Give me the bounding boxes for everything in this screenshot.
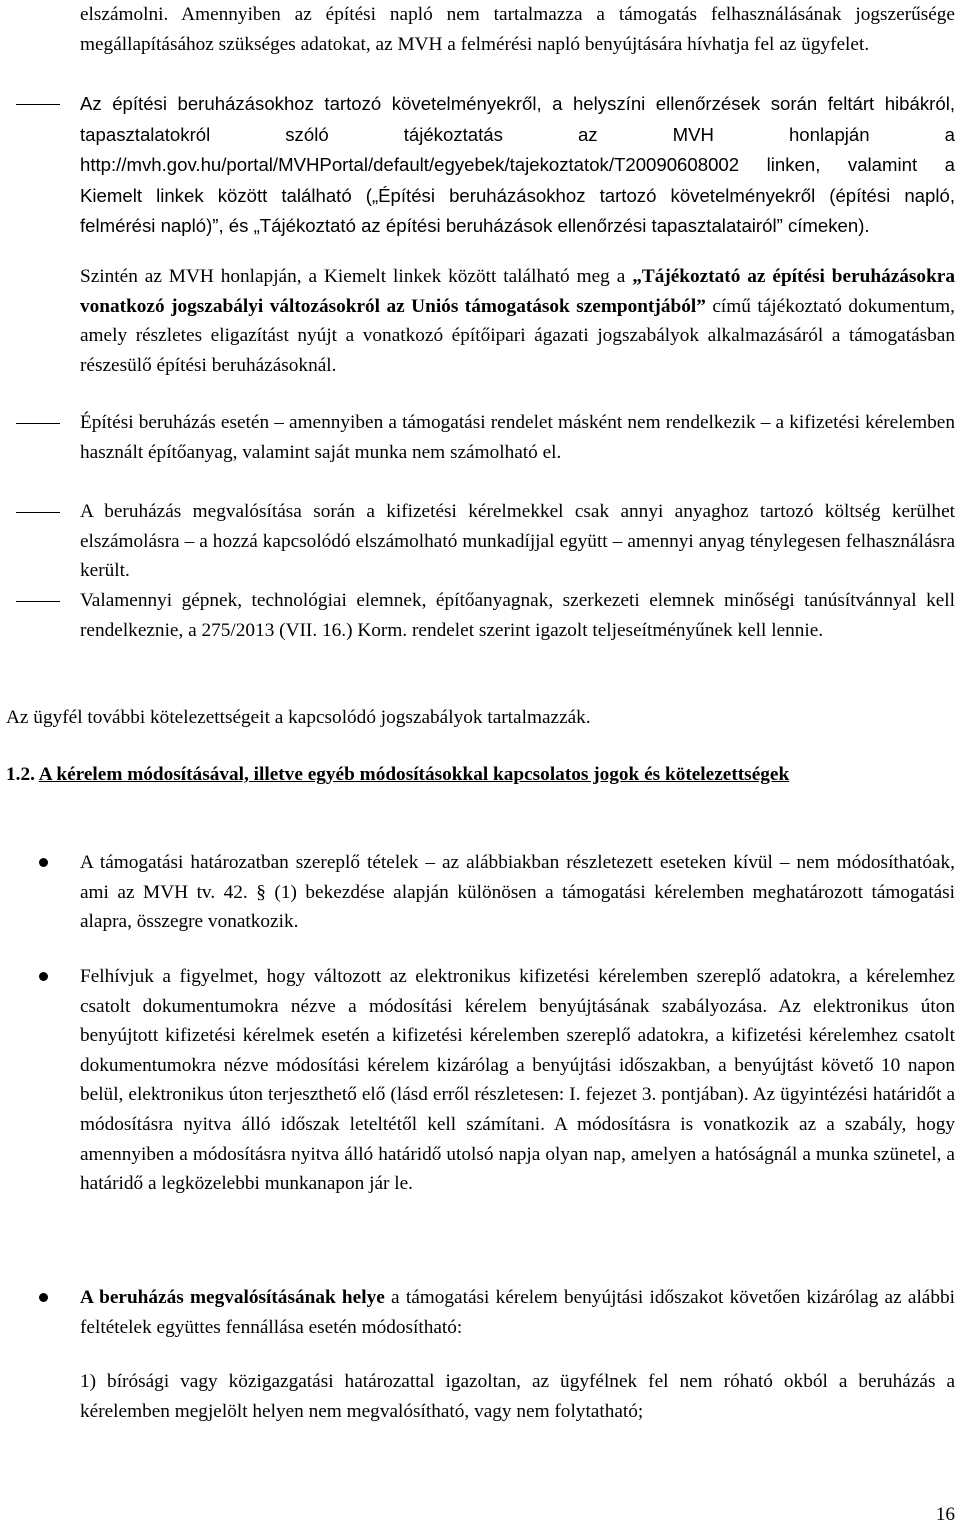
bullet-list-item (80, 1283, 955, 1342)
dash-bullet (16, 423, 60, 424)
bullet-item-text: Felhívjuk a figyelmet, hogy változott az elektronikus kifizetési kérelemben szereplő adatokra, a kérelemhez csatolt dokumentumokra nézve a módosítási kérelem benyújtásának szabályozása. Az elektronikus úton benyújtott kifizetési kérelmek esetén a kifizetési kérelemben szereplő adatokra, a kifizetési kérelemhez csatolt dokumentumokra nézve módosítási kérelem kizárólag a benyújtási időszakban, a benyújtást követő 10 napon belül, elektronikus úton terjeszthető elő (lásd erről részletesen: I. fejezet 3. pontjában). Az ügyintézési határidőt a módosításra nyitva álló időszak leteltétől kell számítani. A módosításra is vonatkozik az a szabály, hogy amennyiben a módosításra nyitva álló határidő utolsó napja olyan nap, amelyen a hatóságnál a munka szünetel, a határidő a legközelebbi munkanapon jár le. (80, 966, 955, 1195)
bullet-dot (39, 858, 48, 867)
bullet-item-text: A támogatási határozatban szereplő tételek – az alábbiakban részletezett eseteken kívül – nem módosíthatóak, ami az MVH tv. 42. § (1) bekezdése alapján különösen a támogatási kérelemben meghatározott támogatási alapra, összegre vonatkozik. (80, 852, 955, 933)
dash-list-item (80, 586, 955, 645)
bullet-dot (39, 1293, 48, 1302)
dash-item-text: Valamennyi gépnek, technológiai elemnek, építőanyagnak, szerkezeti elemnek minőségi tanúsítvánnyal kell rendelkeznie, a 275/2013 (VII. 16.) Korm. rendelet szerint igazolt teljeseítményűnek kell lennie. (80, 590, 955, 641)
bullet-item-text: a támogatási kérelem benyújtási időszakot követően kizárólag az alábbi feltételek együttes fennállása esetén módosítható: (80, 1287, 955, 1338)
mvh-paragraph-intro: Szintén az MVH honlapján, a Kiemelt linkek között található meg a (80, 266, 633, 287)
dash-list-item (80, 408, 955, 467)
summary-line: Az ügyfél további kötelezettségeit a kapcsolódó jogszabályok tartalmazzák. (6, 707, 591, 728)
section-heading (6, 760, 955, 790)
section-number: 1.2. (6, 764, 35, 785)
bullet-item-bold-lead: A beruházás megvalósításának helye (80, 1287, 385, 1308)
mvh-paragraph-document-title: „Tájékoztató az építési beruházásokra vonatkozó jogszabályi változásokról az Uniós támogatások szempontjából” (80, 266, 955, 317)
bullet-list-item (80, 962, 955, 1199)
numbered-item: 1) bírósági vagy közigazgatási határozattal igazoltan, az ügyfélnek fel nem róható okból a beruházás a kérelemben megjelölt helyen nem megvalósítható, vagy nem folytatható; (80, 1371, 955, 1422)
dash-list-item (80, 89, 955, 242)
mvh-paragraph-rest: című tájékoztató dokumentum, amely részletes eligazítást nyújt a vonatkozó építőipari ágazati jogszabályok alkalmazásáról a támogatásban részesülő építési beruházásoknál. (80, 295, 955, 376)
dash-bullet (16, 601, 60, 602)
dash-item-text: Építési beruházás esetén – amennyiben a támogatási rendelet másként nem rendelkezik – a kifizetési kérelemben használt építőanyag, valamint saját munka nem számolható el. (80, 412, 955, 463)
bullet-dot (39, 972, 48, 981)
section-title: A kérelem módosításával, illetve egyéb módosításokkal kapcsolatos jogok és kötelezettségek (38, 764, 790, 785)
dash-list-item (80, 497, 955, 586)
dash-item-text: A beruházás megvalósítása során a kifizetési kérelmekkel csak annyi anyaghoz tartozó költség kerülhet elszámolásra – a hozzá kapcsolódó elszámolható munkadíjjal együtt – amennyi anyag ténylegesen felhasználásra került. (80, 501, 955, 582)
bullet-list-item (80, 848, 955, 937)
dash-item-text: Az építési beruházásokhoz tartozó követelményekről, a helyszíni ellenőrzések során feltárt hibákról, tapasztalatokról szóló tájékoztatás az MVH honlapján a http://mvh.gov.hu/portal/MVHPortal/default/egyebek/tajekoztatok/T20090608002 linken, valamint a Kiemelt linkek között található („Építési beruházásokhoz tartozó követelményekről (építési napló, felmérési napló)”, és „Tájékoztató az építési beruházások ellenőrzési tapasztalatairól” címeken). (80, 93, 955, 237)
dash-bullet (16, 512, 60, 513)
continuation-paragraph: elszámolni. Amennyiben az építési napló nem tartalmazza a támogatás felhasználásának jogszerűsége megállapításához szükséges adatokat, az MVH a felmérési napló benyújtására hívhatja fel az ügyfelet. (80, 4, 955, 55)
mvh-website-paragraph (80, 262, 955, 380)
page-number: 16 (935, 1504, 955, 1525)
dash-bullet (16, 104, 60, 105)
